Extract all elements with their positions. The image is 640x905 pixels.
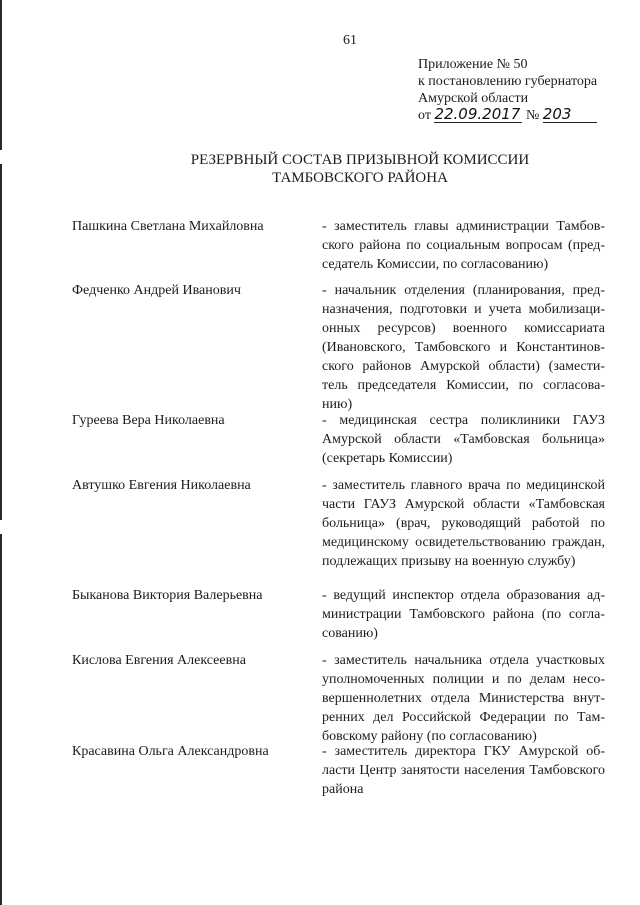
member-position: - ведущий инспектор отдела образования администрации Тамбовского района (по согласованию) <box>322 588 605 641</box>
member-position: - заместитель начальника отдела участковых уполномоченных полиции и по делам несовершеннолетних отдела Министерства внутренних дел Российской Федерации по Тамбовскому району (по согласованию) <box>322 653 605 744</box>
number-prefix: № <box>525 108 540 123</box>
member-name: Автушко Евгения Николаевна <box>72 478 251 493</box>
handwritten-number: 203 <box>543 107 597 123</box>
appendix-line-2: к постановлению губернатора <box>418 74 598 89</box>
title-line-2: ТАМБОВСКОГО РАЙОНА <box>272 170 448 186</box>
member-name: Быканова Виктория Валерьевна <box>72 588 263 603</box>
page-number: 61 <box>343 33 357 48</box>
member-position: - заместитель директора ГКУ Амурской области Центр занятости населения Тамбовского района <box>322 744 605 797</box>
page-edge-gap <box>0 520 2 534</box>
appendix-line-3: Амурской области <box>418 91 529 106</box>
appendix-block <box>418 56 597 124</box>
member-position: - начальник отделения (планирования, предназначения, подготовки и учета мобилизационных ресурсов) военного комиссариата (Ивановского, Тамбовского и Константиновского районов Амурской области) (заместитель председателя Комиссии, по согласованию) <box>322 283 605 412</box>
date-prefix: от <box>418 108 431 123</box>
page-edge-gap <box>0 150 2 164</box>
member-position: - заместитель главы администрации Тамбовского района по социальным вопросам (председатель Комиссии, по согласованию) <box>322 219 605 272</box>
member-position: - медицинская сестра поликлиники ГАУЗ Амурской области «Тамбовская больница» (секретарь Комиссии) <box>322 413 605 466</box>
appendix-date-line <box>418 107 597 124</box>
appendix-line-1: Приложение № 50 <box>418 57 528 72</box>
member-name: Федченко Андрей Иванович <box>72 283 241 298</box>
member-name: Пашкина Светлана Михайловна <box>72 219 264 234</box>
member-name: Красавина Ольга Александровна <box>72 744 269 759</box>
title-line-1: РЕЗЕРВНЫЙ СОСТАВ ПРИЗЫВНОЙ КОМИССИИ <box>190 152 530 168</box>
document-title <box>170 151 550 187</box>
member-position: - заместитель главного врача по медицинской части ГАУЗ Амурской области «Тамбовская больница» (врач, руководящий работой по медицинскому освидетельствованию граждан, подлежащих призыву на военную службу) <box>322 478 605 569</box>
handwritten-date: 22.09.2017 <box>434 107 522 123</box>
page-edge <box>0 0 2 905</box>
member-name: Гуреева Вера Николаевна <box>72 413 225 428</box>
member-name: Кислова Евгения Алексеевна <box>72 653 246 668</box>
